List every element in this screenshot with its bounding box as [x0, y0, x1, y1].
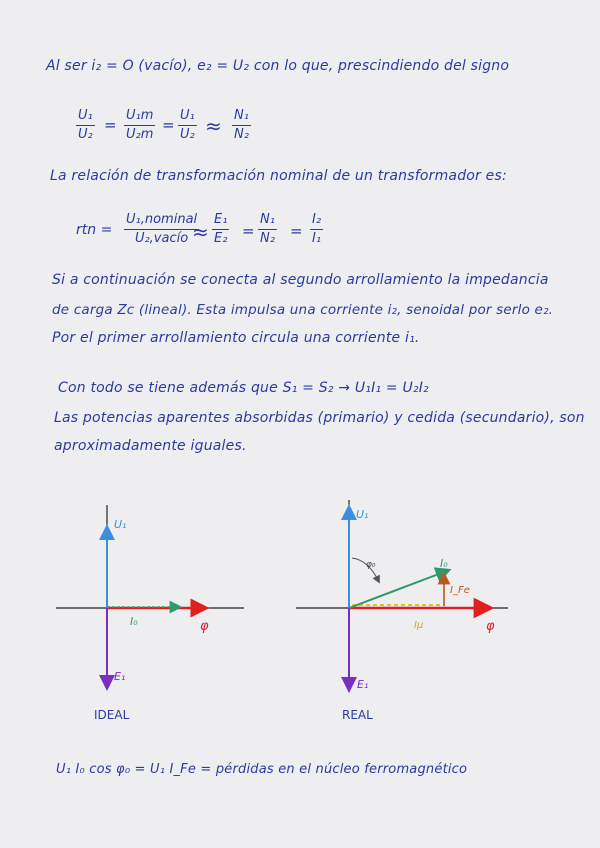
- real-i0-vector: [349, 572, 444, 608]
- eq2-f1-num: U₁,nominal: [126, 212, 198, 227]
- paragraph-2-line-2: Las potencias aparentes absorbidas (primario) y cedida (secundario), son: [54, 410, 585, 426]
- eq1-equals-b: =: [162, 116, 175, 134]
- eq2-approx: ≈: [192, 220, 209, 244]
- eq2-equals-a: =: [242, 222, 255, 240]
- real-phi-label: φ: [486, 619, 495, 634]
- eq2-f3-den: N₂: [260, 231, 275, 246]
- eq1-f2-num: U₁m: [126, 108, 154, 123]
- eq2-f3-num: N₁: [260, 212, 275, 227]
- eq2-f4-num: I₂: [312, 212, 322, 227]
- ideal-phi-label: φ: [200, 619, 209, 634]
- ideal-diagram: [56, 505, 244, 722]
- real-caption: REAL: [342, 708, 373, 722]
- eq1-f1-den: U₂: [78, 127, 93, 142]
- paragraph-1-line-1: Si a continuación se conecta al segundo arrollamiento la impedancia: [52, 272, 549, 288]
- intro-line: Al ser i₂ = O (vacío), e₂ = U₂ con lo que, prescindiendo del signo: [46, 58, 510, 74]
- eq2-equals-b: =: [290, 222, 303, 240]
- eq1-f4-num: N₁: [234, 108, 249, 123]
- eq1-f3-num: U₁: [180, 108, 195, 123]
- real-phi0-label: φ₀: [366, 560, 376, 570]
- real-u1-label: U₁: [356, 508, 369, 521]
- real-ife-label: I_Fe: [450, 585, 470, 596]
- paragraph-1-line-2: de carga Zc (lineal). Esta impulsa una corriente i₂, senoidal por serlo e₂.: [52, 302, 554, 318]
- eq1-equals-a: =: [104, 116, 117, 134]
- eq2-f2-num: E₁: [214, 212, 228, 227]
- ideal-u1-label: U₁: [114, 518, 127, 531]
- ideal-i0-label: I₀: [130, 615, 138, 628]
- paragraph-2-line-1: Con todo se tiene además que S₁ = S₂ → U₁I₁ = U₂I₂: [58, 380, 429, 396]
- relacion-line: La relación de transformación nominal de un transformador es:: [50, 168, 507, 184]
- real-imu-label: Iμ: [414, 620, 424, 631]
- eq2-f1-den: U₂,vacío: [134, 231, 189, 246]
- eq1-f1-num: U₁: [78, 108, 93, 123]
- eq2-f2-den: E₂: [214, 231, 228, 246]
- real-diagram: [296, 500, 508, 722]
- real-e1-label: E₁: [357, 678, 369, 691]
- eq1-approx: ≈: [205, 114, 222, 138]
- ideal-e1-label: E₁: [114, 670, 126, 683]
- paragraph-2-line-3: aproximadamente iguales.: [54, 438, 247, 454]
- paragraph-1-line-3: Por el primer arrollamiento circula una corriente i₁.: [52, 330, 420, 346]
- ideal-caption: IDEAL: [94, 708, 130, 722]
- eq2-lhs: rtn =: [76, 222, 113, 238]
- eq1-f4-den: N₂: [234, 127, 249, 142]
- eq1-f3-den: U₂: [180, 127, 195, 142]
- losses-line: U₁ I₀ cos φ₀ = U₁ I_Fe = pérdidas en el núcleo ferromagnético: [56, 762, 468, 777]
- eq2-f4-den: I₁: [312, 231, 322, 246]
- eq1-f2-den: U₂m: [126, 127, 154, 142]
- real-i0-label: I₀: [440, 557, 448, 570]
